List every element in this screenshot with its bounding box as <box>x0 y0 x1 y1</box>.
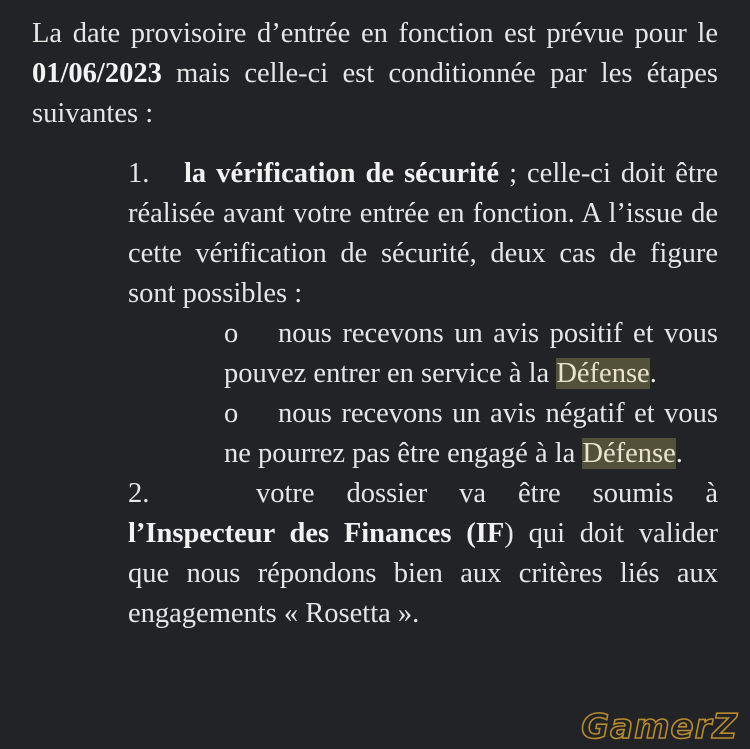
step-2-text-end: ) qui doit valider que nous répondons bien aux critères liés aux engagements « Rosetta ». <box>128 518 718 629</box>
step-2-bold: l’Inspecteur des Finances (IF <box>128 518 505 549</box>
bullet-marker: o <box>224 318 239 349</box>
step-2 <box>128 474 718 634</box>
step-1-bullet-negative <box>224 394 718 474</box>
bullet-marker: o <box>224 398 239 429</box>
gamerz-watermark: GamerZ <box>581 707 738 747</box>
step-1 <box>128 154 718 314</box>
highlighted-word: Défense <box>582 438 676 469</box>
intro-text-end: mais celle-ci est conditionnée par les étapes suivantes : <box>32 58 718 129</box>
intro-paragraph <box>32 14 718 134</box>
step-2-text: votre dossier va être soumis à <box>256 478 718 509</box>
step-1-bullet-positive <box>224 314 718 394</box>
step-1-number: 1. <box>128 158 150 189</box>
document-body <box>32 14 718 634</box>
bullet-text: nous recevons un avis négatif et vous ne pourrez pas être engagé à la <box>224 398 718 469</box>
intro-text: La date provisoire d’entrée en fonction est prévue pour le <box>32 18 718 49</box>
highlighted-word: Défense <box>556 358 650 389</box>
bullet-end: . <box>649 358 657 389</box>
step-2-number: 2. <box>128 478 150 509</box>
step-1-text: ; celle-ci doit être réalisée avant votre entrée en fonction. A l’issue de cette vérification de sécurité, deux cas de figure sont possibles : <box>128 158 718 309</box>
step-1-title: la vérification de sécurité <box>184 158 500 189</box>
bullet-text: nous recevons un avis positif et vous pouvez entrer en service à la <box>224 318 718 389</box>
bullet-end: . <box>675 438 683 469</box>
start-date: 01/06/2023 <box>32 58 162 89</box>
